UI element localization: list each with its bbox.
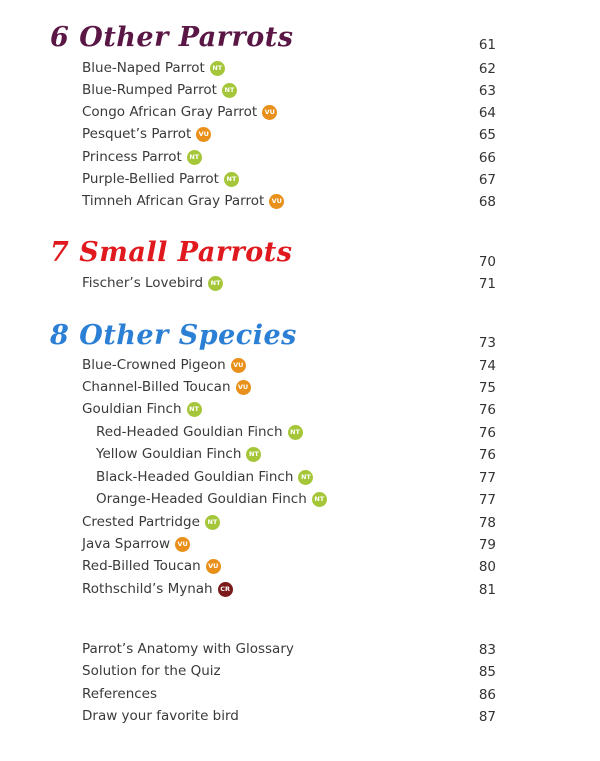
status-badge: VU	[206, 559, 221, 574]
chapter-number: 6	[50, 22, 70, 53]
entry-page-number: 79	[478, 537, 496, 553]
appendix-entry: Draw your favorite bird	[82, 708, 239, 724]
entry-page-number: 78	[478, 515, 496, 531]
status-badge: VU	[175, 537, 190, 552]
toc-entry	[82, 379, 251, 395]
status-badge: NT	[210, 61, 225, 76]
entry-label: Princess Parrot	[82, 149, 182, 165]
toc-entry	[82, 536, 190, 552]
status-badge: NT	[187, 402, 202, 417]
appendix-entry: References	[82, 686, 158, 702]
entry-label: Blue-Rumped Parrot	[82, 82, 217, 98]
toc-entry	[82, 171, 239, 187]
chapter-number: 8	[50, 320, 70, 351]
chapter-title: Small Parrots	[79, 237, 293, 268]
status-badge: NT	[246, 447, 261, 462]
status-badge: CR	[218, 582, 233, 597]
toc-entry	[82, 357, 246, 373]
status-badge: VU	[269, 194, 284, 209]
status-badge: NT	[224, 172, 239, 187]
entry-page-number: 74	[478, 358, 496, 374]
entry-label: Rothschild’s Mynah	[82, 581, 213, 597]
toc-entry	[82, 401, 202, 417]
entry-page-number: 66	[478, 150, 496, 166]
entry-page-number: 64	[478, 105, 496, 121]
entry-label: Purple-Bellied Parrot	[82, 171, 219, 187]
status-badge: NT	[298, 470, 313, 485]
entry-label: Red-Billed Toucan	[82, 558, 201, 574]
status-badge: VU	[231, 358, 246, 373]
entry-page-number: 62	[478, 61, 496, 77]
toc-subentry	[96, 469, 313, 485]
chapter-heading	[50, 237, 292, 268]
entry-page-number: 76	[478, 425, 496, 441]
status-badge: VU	[262, 105, 277, 120]
toc-entry	[82, 558, 221, 574]
appendix-page-number: 83	[478, 642, 496, 658]
appendix-entry: Parrot’s Anatomy with Glossary	[82, 641, 294, 657]
toc-entry	[82, 82, 237, 98]
status-badge: VU	[196, 127, 211, 142]
appendix-entry: Solution for the Quiz	[82, 663, 221, 679]
toc-entry	[82, 60, 225, 76]
toc-entry	[82, 581, 233, 597]
entry-page-number: 67	[478, 172, 496, 188]
entry-label: Orange-Headed Gouldian Finch	[96, 491, 307, 507]
toc-entry	[82, 275, 223, 291]
chapter-title: Other Parrots	[79, 22, 294, 53]
entry-page-number: 68	[478, 194, 496, 210]
entry-page-number: 81	[478, 582, 496, 598]
toc-entry	[82, 104, 277, 120]
entry-page-number: 77	[478, 470, 496, 486]
entry-label: Crested Partridge	[82, 514, 200, 530]
toc-subentry	[96, 446, 261, 462]
entry-page-number: 76	[478, 447, 496, 463]
entry-page-number: 65	[478, 127, 496, 143]
status-badge: NT	[205, 515, 220, 530]
entry-page-number: 80	[478, 559, 496, 575]
chapter-page-number: 61	[478, 37, 496, 53]
chapter-title: Other Species	[79, 320, 297, 351]
chapter-heading	[50, 320, 297, 351]
toc-entry	[82, 193, 284, 209]
entry-label: Java Sparrow	[82, 536, 171, 552]
entry-page-number: 75	[478, 380, 496, 396]
entry-page-number: 71	[478, 276, 496, 292]
appendix-page-number: 86	[478, 687, 496, 703]
entry-label: Fischer’s Lovebird	[82, 275, 204, 291]
chapter-number: 7	[50, 237, 70, 268]
toc-subentry	[96, 491, 327, 507]
status-badge: VU	[236, 380, 251, 395]
entry-page-number: 63	[478, 83, 496, 99]
entry-page-number: 77	[478, 492, 496, 508]
entry-label: Gouldian Finch	[82, 401, 182, 417]
toc-entry	[82, 514, 220, 530]
status-badge: NT	[187, 150, 202, 165]
chapter-heading	[50, 22, 293, 53]
status-badge: NT	[208, 276, 223, 291]
entry-label: Timneh African Gray Parrot	[82, 193, 265, 209]
entry-page-number: 76	[478, 402, 496, 418]
entry-label: Yellow Gouldian Finch	[96, 446, 242, 462]
entry-label: Pesquet’s Parrot	[82, 126, 192, 142]
status-badge: NT	[312, 492, 327, 507]
appendix-page-number: 85	[478, 664, 496, 680]
appendix-page-number: 87	[478, 709, 496, 725]
chapter-page-number: 70	[478, 254, 496, 270]
toc-entry	[82, 149, 202, 165]
toc-subentry	[96, 424, 303, 440]
entry-label: Red-Headed Gouldian Finch	[96, 424, 283, 440]
chapter-page-number: 73	[478, 335, 496, 351]
status-badge: NT	[288, 425, 303, 440]
entry-label: Black-Headed Gouldian Finch	[96, 469, 294, 485]
toc-entry	[82, 126, 211, 142]
entry-label: Blue-Naped Parrot	[82, 60, 205, 76]
entry-label: Channel-Billed Toucan	[82, 379, 231, 395]
entry-label: Blue-Crowned Pigeon	[82, 357, 226, 373]
entry-label: Congo African Gray Parrot	[82, 104, 258, 120]
status-badge: NT	[222, 83, 237, 98]
